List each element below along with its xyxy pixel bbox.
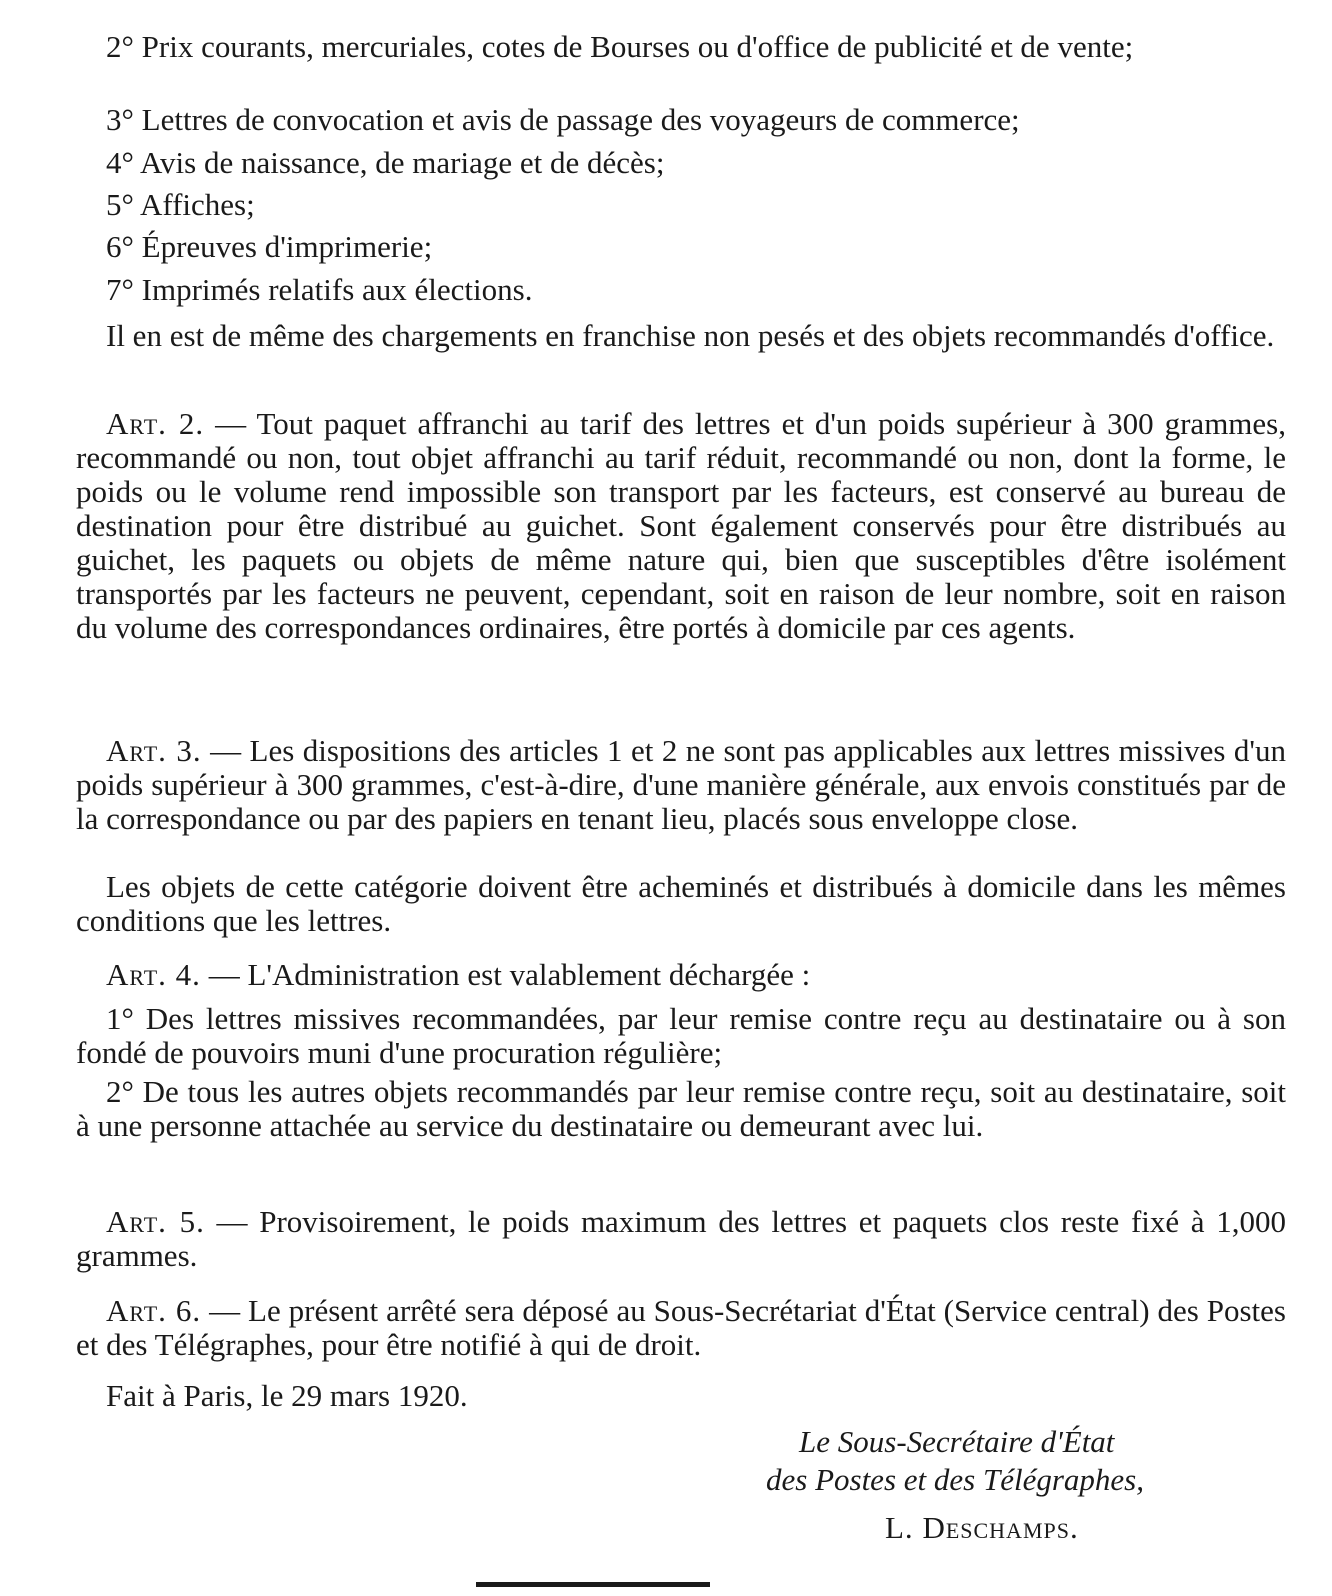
paragraph-franchise: Il en est de même des chargements en franchise non pesés et des objets recommandés d'office.	[106, 318, 1275, 353]
signature-line-2: des Postes et des Télégraphes,	[766, 1462, 1144, 1497]
signer-surname: Deschamps.	[922, 1510, 1079, 1545]
list-item-4	[106, 146, 664, 180]
list-item-5	[106, 188, 255, 222]
list-item-7	[106, 273, 532, 307]
list-marker: 3°	[106, 102, 134, 137]
closing-rule	[476, 1582, 710, 1587]
signature-line-1: Le Sous-Secrétaire d'État	[799, 1424, 1115, 1459]
list-marker: 6°	[106, 229, 134, 264]
article-label: Art. 2.	[106, 406, 205, 441]
list-item-6	[106, 230, 432, 264]
article-label: Art. 6.	[106, 1293, 202, 1328]
article-text: — Provisoirement, le poids maximum des lettres et paquets clos reste fixé à 1,000 grammes.	[76, 1204, 1286, 1273]
list-text: Épreuves d'imprimerie;	[141, 229, 433, 264]
list-marker: 4°	[106, 145, 134, 180]
article-text: — L'Administration est valablement déchargée :	[200, 957, 811, 992]
date-line: Fait à Paris, le 29 mars 1920.	[106, 1378, 468, 1413]
list-item-2	[76, 30, 1286, 64]
article-6	[76, 1294, 1286, 1362]
signer-name	[885, 1511, 1079, 1545]
list-text: Imprimés relatifs aux élections.	[141, 272, 533, 307]
list-marker: 2°	[106, 29, 134, 64]
signer-initial: L.	[885, 1510, 923, 1545]
article-text: — Tout paquet affranchi au tarif des lettres et d'un poids supérieur à 300 grammes, recommandé ou non, tout objet affranchi au tarif réduit, recommandé ou non, dont la forme, le poids ou le volume rend impossible son transport par les facteurs, est conservé au bureau de destination pour être distribué au guichet. Sont également conservés pour être distribués au guichet, les paquets ou objets de même nature qui, bien que susceptibles d'être isolément transportés par les facteurs ne peuvent, cependant, soit en raison de leur nombre, soit en raison du volume des correspondances ordinaires, être portés à domicile par ces agents.	[76, 406, 1286, 645]
article-text: — Les dispositions des articles 1 et 2 ne sont pas applicables aux lettres missives d'un poids supérieur à 300 grammes, c'est-à-dire, d'une manière générale, aux envois constitués par de la correspondance ou par des papiers en tenant lieu, placés sous enveloppe close.	[76, 733, 1286, 836]
list-text: Lettres de convocation et avis de passage des voyageurs de commerce;	[141, 102, 1020, 137]
list-item-3	[106, 103, 1020, 137]
article-label: Art. 5.	[106, 1204, 205, 1239]
article-label: Art. 4.	[106, 957, 201, 992]
article-3-paragraph-2: Les objets de cette catégorie doivent être acheminés et distribués à domicile dans les mêmes conditions que les lettres.	[76, 869, 1286, 938]
list-text: Prix courants, mercuriales, cotes de Bourses ou d'office de publicité et de vente;	[141, 29, 1134, 64]
article-4-item-2: 2° De tous les autres objets recommandés par leur remise contre reçu, soit au destinataire, soit à une personne attachée au service du destinataire ou demeurant avec lui.	[76, 1074, 1286, 1143]
document-page	[76, 0, 1286, 1596]
article-2	[76, 407, 1286, 645]
article-3	[76, 734, 1286, 836]
list-text: Avis de naissance, de mariage et de décès;	[139, 145, 665, 180]
article-text: — Le présent arrêté sera déposé au Sous-Secrétariat d'État (Service central) des Postes et des Télégraphes, pour être notifié à qui de droit.	[76, 1293, 1286, 1362]
list-marker: 7°	[106, 272, 134, 307]
article-label: Art. 3.	[106, 733, 202, 768]
list-marker: 5°	[106, 187, 134, 222]
list-text: Affiches;	[139, 187, 255, 222]
article-4	[76, 958, 1286, 992]
article-4-item-1: 1° Des lettres missives recommandées, par leur remise contre reçu au destinataire ou à son fondé de pouvoirs muni d'une procuration régulière;	[76, 1001, 1286, 1070]
article-5	[76, 1205, 1286, 1273]
